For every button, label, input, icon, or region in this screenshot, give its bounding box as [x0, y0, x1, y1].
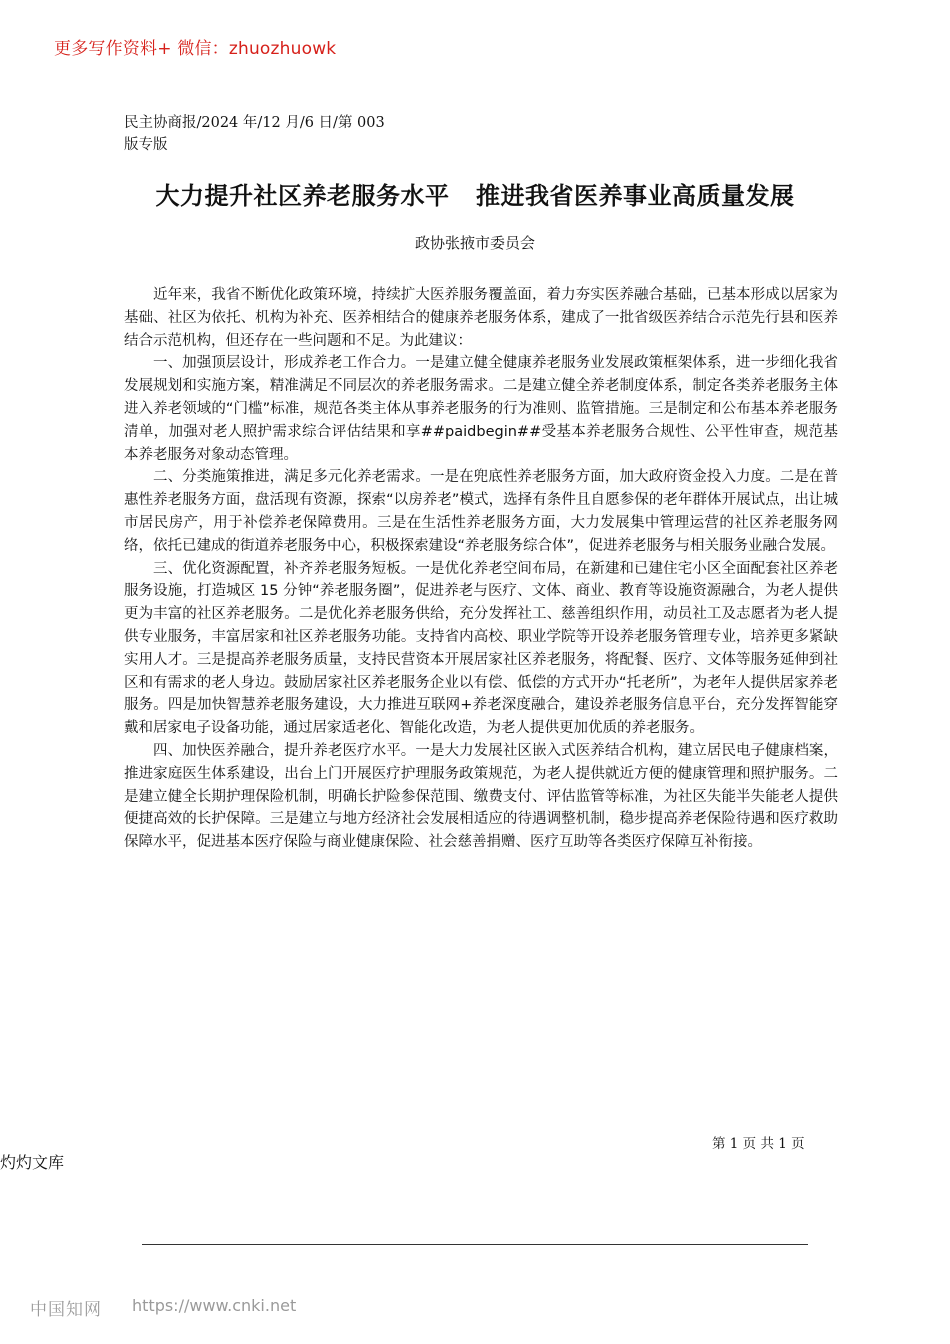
- body-paragraph: 一、加强顶层设计，形成养老工作合力。一是建立健全健康养老服务业发展政策框架体系，进一步细化我省发展规划和实施方案，精准满足不同层次的养老服务需求。二是建立健全养老制度体系，制定各类养老服务主体进入养老领域的“门槛”标准，规范各类主体从事养老服务的行为准则、监管措施。三是制定和公布基本养老服务清单，加强对老人照护需求综合评估结果和享##paidbegin##受基本养老服务合规性、公平性审查，规范基本养老服务对象动态管理。: [124, 355, 838, 463]
- cnki-logo: 中国知网: [30, 1300, 102, 1320]
- article-author: 政协张掖市委员会: [414, 234, 535, 252]
- body-paragraph: 近年来，我省不断优化政策环境，持续扩大医养服务覆盖面，着力夯实医养融合基础，已基本形成以居家为基础、社区为依托、机构为补充、医养相结合的健康养老服务体系，建成了一批省级医养结合示范先行县和医养结合示范机构，但还存在一些问题和不足。为此建议：: [124, 287, 838, 349]
- body-paragraph: 二、分类施策推进，满足多元化养老需求。一是在兜底性养老服务方面，加大政府资金投入力度。二是在普惠性养老服务方面，盘活现有资源，探索“以房养老”模式，选择有条件且自愿参保的老年群体开展试点，出让城市居民房产，用于补偿养老保障费用。三是在生活性养老服务方面，大力发展集中管理运营的社区养老服务网络，依托已建成的街道养老服务中心，积极探索建设“养老服务综合体”，促进养老服务与相关服务业融合发展。: [124, 469, 838, 554]
- source-line: 版专版: [124, 137, 168, 153]
- page-number: 第 1 页 共 1 页: [712, 1136, 805, 1152]
- source-line: 民主协商报/2024 年/12 月/6 日/第 003: [124, 115, 385, 131]
- footer-brand: 灼灼文库: [0, 1153, 65, 1172]
- cnki-url[interactable]: https://www.cnki.net: [132, 1296, 297, 1315]
- footer-divider: [142, 1244, 808, 1245]
- body-paragraph: 四、加快医养融合，提升养老医疗水平。一是大力发展社区嵌入式医养结合机构，建立居民电子健康档案，推进家庭医生体系建设，出台上门开展医疗护理服务政策规范，为老人提供就近方便的健康管理和照护服务。二是建立健全长期护理保险机制，明确长护险参保范围、缴费支付、评估监管等标准，为社区失能半失能老人提供便捷高效的长护保障。三是建立与地方经济社会发展相适应的待遇调整机制，稳步提高养老保险待遇和医疗救助保障水平，促进基本医疗保险与商业健康保险、社会慈善捐赠、医疗互助等各类医疗保障互补衔接。: [124, 742, 838, 851]
- watermark-header: 更多写作资料+ 微信：zhuozhuowk: [54, 39, 337, 59]
- body-paragraph: 三、优化资源配置，补齐养老服务短板。一是优化养老空间布局，在新建和已建住宅小区全面配套社区养老服务设施，打造城区 15 分钟“养老服务圈”，促进养老与医疗、文体、商业、教育等设施资源融合，为老人提供更为丰富的社区养老服务。二是优化养老服务供给，充分发挥社工、慈善组织作用，动员社工及志愿者为老人提供专业服务，丰富居家和社区养老服务功能。支持省内高校、职业学院等开设养老服务管理专业，培养更多紧缺实用人才。三是提高养老服务质量，支持民营资本开展居家社区养老服务，将配餐、医疗、文体等服务延伸到社区和有需求的老人身边。鼓励居家社区养老服务企业以有偿、低偿的方式开办“托老所”，为老年人提供居家养老服务。四是加快智慧养老服务建设，大力推进互联网+养老深度融合，建设养老服务信息平台，充分发挥智能穿戴和居家电子设备功能，通过居家适老化、智能化改造，为老人提供更加优质的养老服务。: [124, 560, 838, 737]
- source-citation: [124, 112, 385, 156]
- article-body: [124, 284, 838, 854]
- article-title: 大力提升社区养老服务水平 推进我省医养事业高质量发展: [155, 182, 795, 210]
